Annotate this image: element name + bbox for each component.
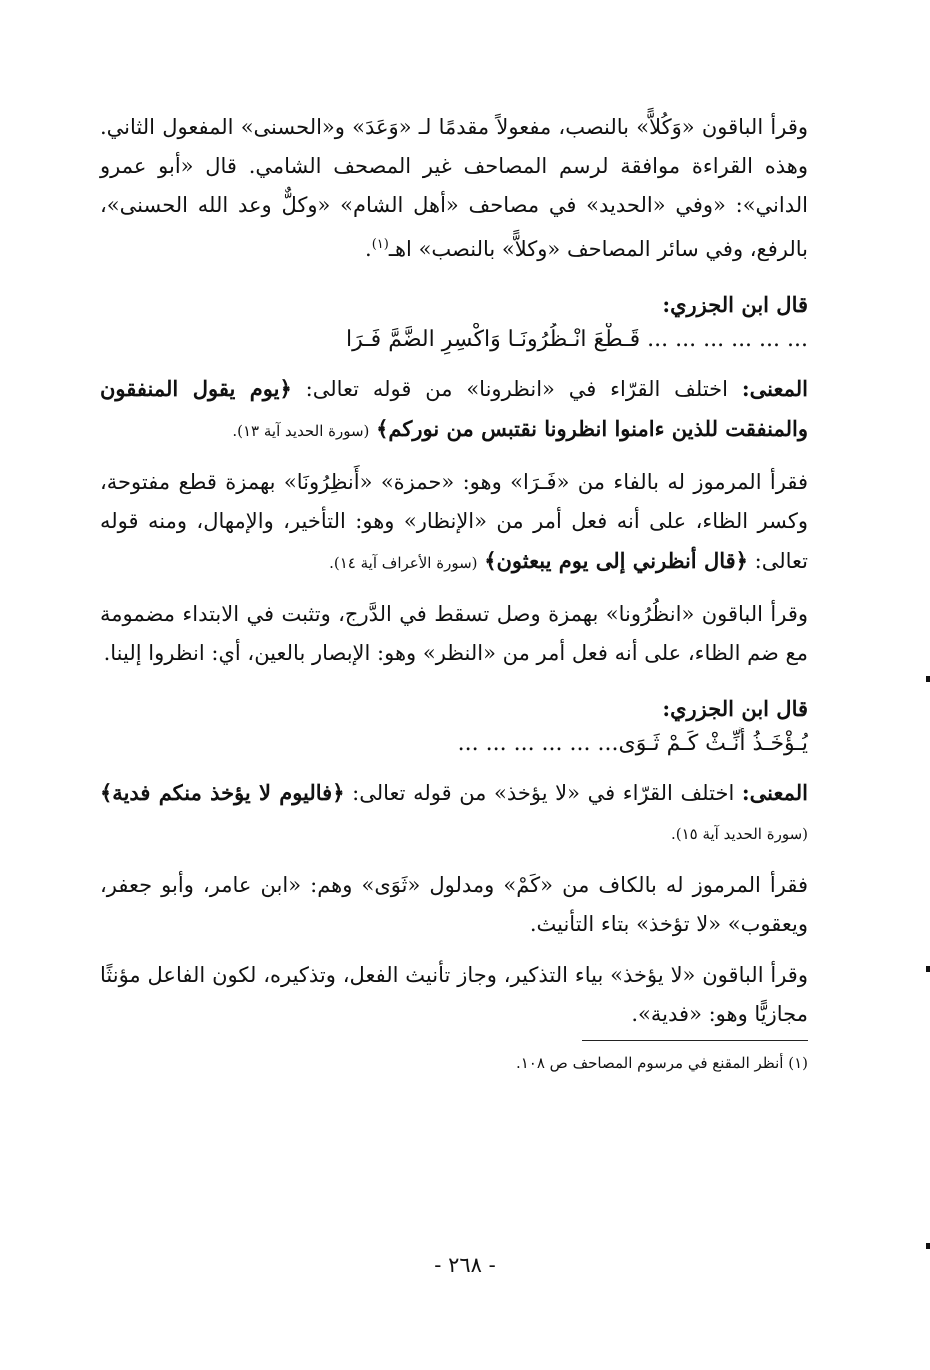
paragraph: وقرأ الباقون «انظُرُونا» بهمزة وصل تسقط في الدَّرج، وتثبت في الابتداء مضمومة مع ضم الظاء، على أنه فعل أمر من «النظر» وهو: الإبصار بالعين، أي: انظروا إلينا. — [100, 602, 808, 665]
meaning-label: المعنى: — [741, 780, 808, 805]
page-body — [100, 108, 808, 1077]
surah-reference: (سورة الحديد آية ١٣). — [232, 422, 370, 440]
paragraph-text: وقرأ الباقون «وَكُلاًّ» بالنصب، مفعولاً مقدمًا لـ «وَعَدَ» و«الحسنى» المفعول الثاني. وهذه القراءة موافقة لرسم المصاحف غير المصحف الشامي. قال «أبو عمرو الداني»: «وفي «الحديد» في مصاحف «أهل الشام» «وكلٌّ وعد الله الحسنى»، بالرفع، وفي سائر المصاحف «وكلاًّ» بالنصب» اهـ — [100, 115, 808, 261]
footnote: (١) أنظر المقنع في مرسوم المصاحف ص ١٠٨. — [515, 1054, 808, 1072]
quran-quote: ﴿قال أنظرني إلى يوم يبعثون﴾ — [484, 548, 748, 573]
section-heading: قال ابن الجزري: — [662, 292, 808, 317]
scan-edge-mark — [926, 1243, 930, 1249]
paragraph: وقرأ الباقون «لا يؤخذ» بياء التذكير، وجاز تأنيث الفعل، وتذكيره، لكون الفاعل مؤنثًا مجازيًّا وهو: «فدية». — [100, 963, 808, 1026]
paragraph — [100, 773, 808, 854]
quran-quote: ﴿فاليوم لا يؤخذ منكم فدية﴾ — [100, 780, 345, 805]
footnote-reference: (١) — [371, 237, 389, 252]
paragraph: فقرأ المرموز له بالكاف من «كَمْ» ومدلول «ثَوَى» وهم: «ابن عامر، وأبو جعفر، ويعقوب» «لا تؤخذ» بتاء التأنيث. — [100, 873, 808, 936]
paragraph-text: فقرأ المرموز له بالفاء من «فَـرَا» وهو: «حمزة» «أَنظِرُونَا» بهمزة قطع مفتوحة، وكسر الظاء، على أنه فعل أمر من «الإنظار» وهو: التأخير، والإمهال، ومنه قوله تعالى: — [100, 470, 808, 573]
surah-reference: (سورة الحديد آية ١٥). — [670, 825, 808, 843]
paragraph — [100, 369, 808, 451]
quran-quote: ﴿يوم يقول المنفقون والمنفقت للذين ءامنوا انظرونا نقتبس من نوركم﴾ — [100, 376, 808, 441]
paragraph: وقرأ الباقون «وَكُلاًّ» بالنصب، مفعولاً مقدمًا لـ «وَعَدَ» و«الحسنى» المفعول الثاني. وهذه القراءة موافقة لرسم المصاحف غير المصحف الشامي. قال «أبو عمرو الداني»: «وفي «الحديد» في مصاحف «أهل الشام» «وكلٌّ وعد الله الحسنى»، بالرفع، وفي سائر المصاحف «وكلاًّ» بالنصب» اهـ$^{(١)}$. — [100, 115, 808, 261]
meaning-text: اختلف القرّاء في «انظرونا» من قوله تعالى: — [305, 377, 729, 401]
scan-edge-mark — [926, 676, 930, 682]
paragraph — [100, 463, 808, 583]
meaning-text: اختلف القرّاء في «لا يؤخذ» من قوله تعالى: — [352, 781, 735, 805]
section-heading: قال ابن الجزري: — [662, 696, 808, 721]
meaning-label: المعنى: — [741, 376, 808, 401]
verse-line: يُـؤْخَـذُ أَنِّـثْ كَـمْ ثَـوَى... ... ... ... ... ... — [457, 731, 808, 756]
page-number: - ٢٦٨ - — [434, 1253, 496, 1277]
scan-edge-mark — [926, 966, 930, 972]
footnote-divider — [582, 1040, 808, 1041]
verse-line: ... ... ... ... ... ... قَـطْعَ انْـظُرُونَـا وَاكْسِرِ الضَّمَّ فَـرَا — [345, 327, 808, 352]
surah-reference: (سورة الأعراف آية ١٤). — [329, 554, 478, 572]
